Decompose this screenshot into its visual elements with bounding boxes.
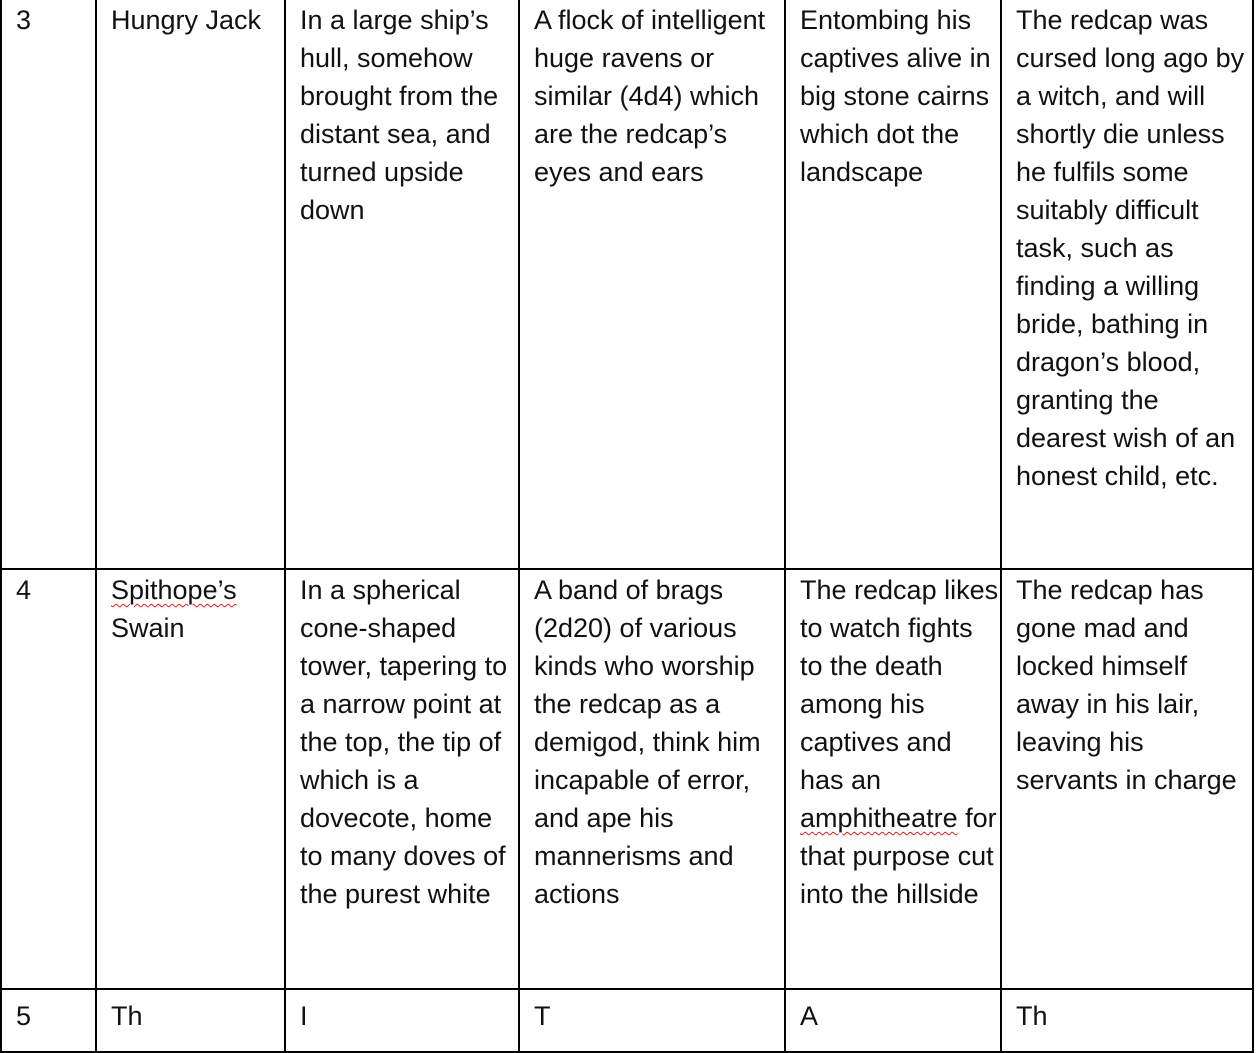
servants-cell [519, 989, 785, 1052]
secret-cell [1001, 0, 1253, 569]
redcap-name-cell [96, 989, 285, 1052]
redcap-name-cell [96, 0, 285, 569]
table-row [1, 989, 1253, 1052]
quirk-cell [785, 569, 1001, 989]
quirk-text: Entombing his captives alive in big stone cairns which dot the landscape [800, 5, 991, 187]
row-number-cell [1, 0, 96, 569]
redcap-name [111, 571, 284, 647]
lair-cell [285, 569, 519, 989]
secret-text: The redcap was cursed long ago by a witch, and will shortly die unless he fulfils some suitably difficult task, such as finding a willing bride, bathing in dragon’s blood, granting the dearest wish of an honest child, etc. [1016, 5, 1245, 491]
row-number-cell [1, 569, 96, 989]
lair-cell [285, 0, 519, 569]
table-row [1, 569, 1253, 989]
servants-text: A band of brags (2d20) of various kinds who worship the redcap as a demigod, think him incapable of error, and ape his mannerisms and actions [534, 575, 761, 909]
spellcheck-underlined-word: amphitheatre [800, 803, 958, 833]
row-number-cell [1, 989, 96, 1052]
quirk-cell [785, 0, 1001, 569]
secret-cell [1001, 569, 1253, 989]
spellcheck-underlined-word: Spithope’s [111, 575, 237, 605]
quirk-text [800, 571, 1000, 913]
redcap-name: Th [111, 1001, 143, 1031]
servants-text: T [534, 1001, 551, 1031]
quirk-text: A [800, 1001, 819, 1031]
quirk-text-start: The redcap likes to watch fights to the death among his captives and has an [800, 575, 999, 795]
row-number: 5 [16, 1001, 32, 1031]
secret-text: Th [1016, 1001, 1048, 1031]
lair-cell [285, 989, 519, 1052]
row-number: 3 [16, 5, 32, 35]
servants-text: A flock of intelligent huge ravens or similar (4d4) which are the redcap’s eyes and ears [534, 5, 766, 187]
row-number: 4 [16, 575, 32, 605]
lair-text: I [300, 1001, 308, 1031]
servants-cell [519, 0, 785, 569]
quirk-cell [785, 989, 1001, 1052]
secret-cell [1001, 989, 1253, 1052]
redcap-name: Hungry Jack [111, 5, 262, 35]
redcap-name-cell [96, 569, 285, 989]
lair-text: In a large ship’s hull, somehow brought from the distant sea, and turned upside down [300, 5, 499, 225]
table-row [1, 0, 1253, 569]
servants-cell [519, 569, 785, 989]
quirk-text-end: for that purpose cut into the hillside [800, 803, 997, 909]
redcap-name-second-line: Swain [111, 613, 185, 643]
secret-text: The redcap has gone mad and locked himself away in his lair, leaving his servants in charge [1016, 575, 1237, 795]
lair-text: In a spherical cone-shaped tower, tapering to a narrow point at the top, the tip of which is a dovecote, home to many doves of the purest white [300, 575, 508, 909]
